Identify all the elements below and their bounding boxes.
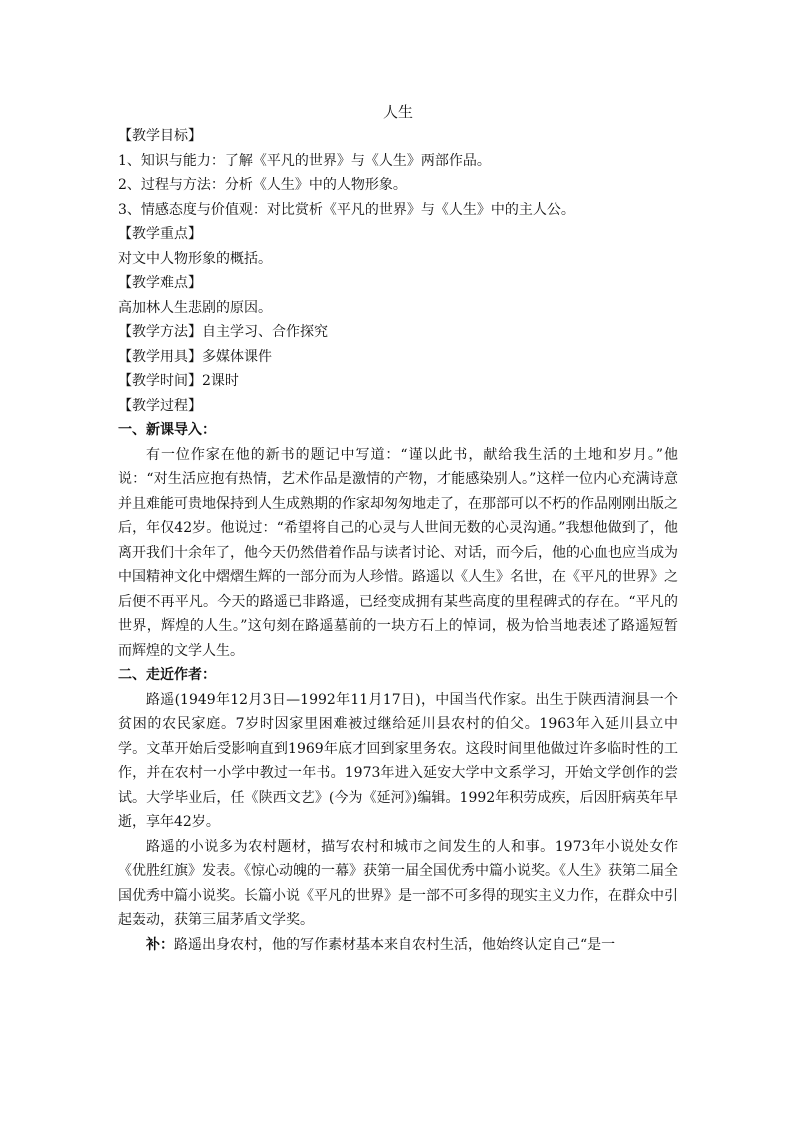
supplement-label: 补： xyxy=(146,936,174,953)
objective-item: 2、过程与方法：分析《人生》中的人物形象。 xyxy=(118,177,407,193)
supplement-text: 路遥出身农村，他的写作素材基本来自农村生活，他始终认定自己“是一 xyxy=(174,936,616,953)
section-1-heading: 一、新课导入： xyxy=(118,422,216,438)
process-heading: 【教学过程】 xyxy=(118,397,202,414)
teaching-tools: 【教学用具】多媒体课件 xyxy=(118,348,272,365)
section-2-heading: 二、走近作者： xyxy=(118,667,216,683)
teaching-time: 【教学时间】2课时 xyxy=(118,373,239,389)
key-points-heading: 【教学重点】 xyxy=(118,226,202,242)
supplement-paragraph xyxy=(118,933,678,958)
objectives-heading: 【教学目标】 xyxy=(118,128,202,144)
difficulties-heading: 【教学难点】 xyxy=(118,275,202,291)
objective-item: 1、知识与能力：了解《平凡的世界》与《人生》两部作品。 xyxy=(118,152,491,169)
document-title: 人生 xyxy=(382,103,413,121)
objective-item: 3、情感态度与价值观：对比赏析《平凡的世界》与《人生》中的主人公。 xyxy=(118,201,575,218)
key-points-text: 对文中人物形象的概括。 xyxy=(118,250,272,267)
section-1-paragraph: 有一位作家在他的新书的题记中写道：“谨以此书，献给我生活的土地和岁月。”他说：“对生活应抱有热情，艺术作品是激情的产物，才能感染别人。”这样一位内心充满诗意并且难能可贵地保持到人生成熟期的作家却匆匆地走了，在那部可以不朽的作品刚刚出版之后，年仅42岁。他说过：“希望将自己的心灵与人世间无数的心灵沟通。”我想他做到了，他离开我们十余年了，他今天仍然借着作品与读者讨论、对话，而今后，他的心血也应当成为中国精神文化中熠熠生辉的一部分而为人珍惜。路遥以《人生》名世，在《平凡的世界》之后便不再平凡。今天的路遥已非路遥，已经变成拥有某些高度的里程碑式的存在。“平凡的世界，辉煌的人生。”这句刻在路遥墓前的一块方石上的悼词，极为恰当地表述了路遥短暂而辉煌的文学人生。 xyxy=(118,446,678,659)
section-2-paragraph-2: 路遥的小说多为农村题材，描写农村和城市之间发生的人和事。1973年小说处女作《优胜红旗》发表。《惊心动魄的一幕》获第一届全国优秀中篇小说奖。《人生》获第二届全国优秀中篇小说奖。长篇小说《平凡的世界》是一部不可多得的现实主义力作，在群众中引起轰动，获第三届茅盾文学奖。 xyxy=(118,838,678,928)
section-2-paragraph-1: 路遥(1949年12月3日—1992年11月17日)，中国当代作家。出生于陕西清涧县一个贫困的农民家庭。7岁时因家里困难被过继给延川县农村的伯父。1963年入延川县立中学。文革开始后受影响直到1969年底才回到家里务农。这段时间里他做过许多临时性的工作，并在农村一小学中教过一年书。1973年进入延安大学中文系学习，开始文学创作的尝试。大学毕业后，任《陕西文艺》(今为《延河》)编辑。1992年积劳成疾，后因肝病英年早逝，享年42岁。 xyxy=(118,691,678,830)
difficulties-text: 高加林人生悲剧的原因。 xyxy=(118,299,272,316)
teaching-method: 【教学方法】自主学习、合作探究 xyxy=(118,324,328,340)
document-content xyxy=(118,100,678,957)
